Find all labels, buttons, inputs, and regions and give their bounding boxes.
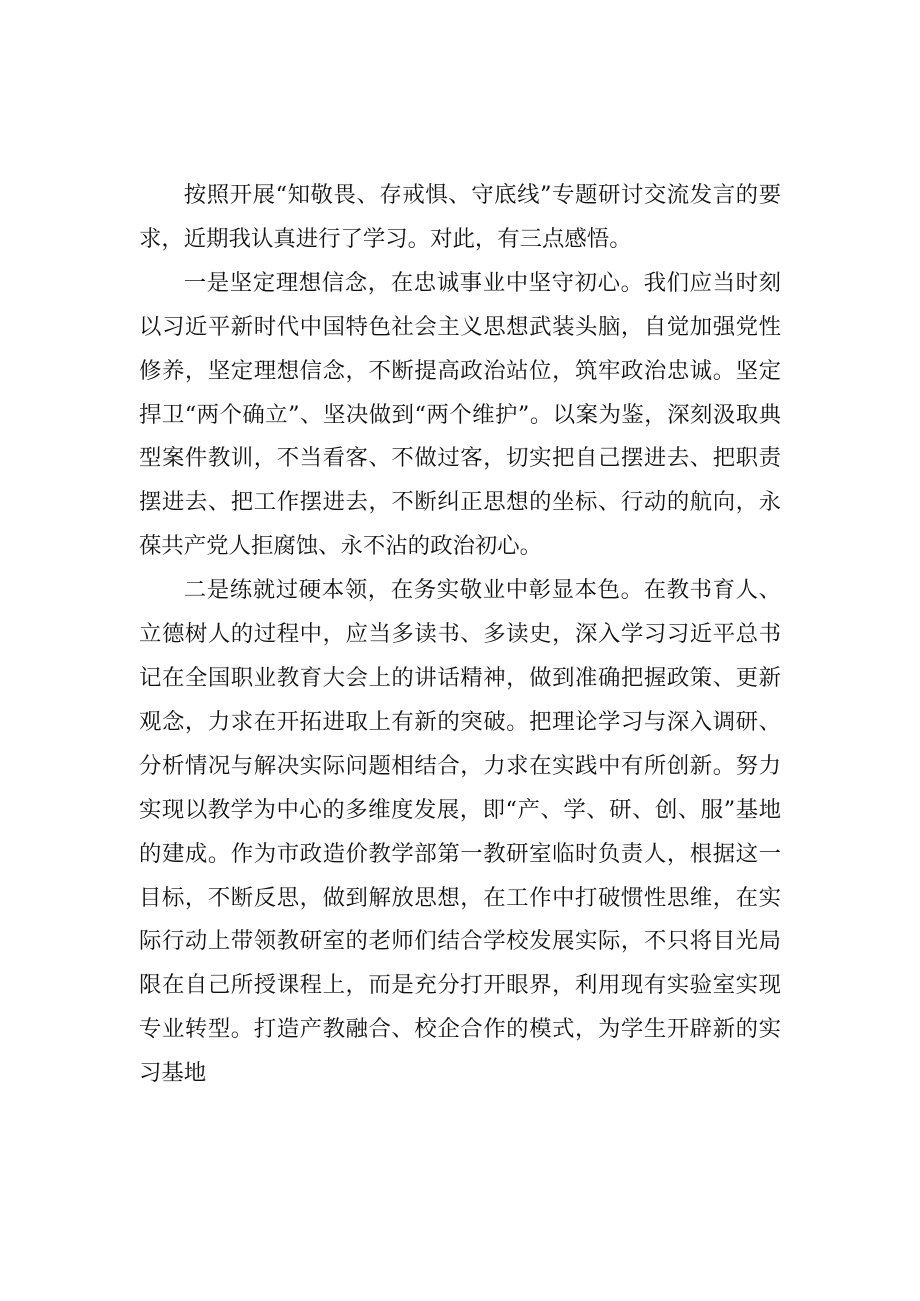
intro-paragraph: 按照开展“知敬畏、存戒惧、守底线”专题研讨交流发言的要求，近期我认真进行了学习。对此，有三点感悟。: [139, 182, 781, 252]
document-body: [139, 174, 781, 1096]
point-two-paragraph: 二是练就过硬本领，在务实敬业中彰显本色。在教书育人、立德树人的过程中，应当多读书、多读史，深入学习习近平总书记在全国职业教育大会上的讲话精神，做到准确把握政策、更新观念，力求在开拓进取上有新的突破。把理论学习与深入调研、分析情况与解决实际问题相结合，力求在实践中有所创新。努力实现以教学为中心的多维度发展，即“产、学、研、创、服”基地的建成。作为市政造价教学部第一教研室临时负责人，根据这一目标，不断反思，做到解放思想，在工作中打破惯性思维，在实际行动上带领教研室的老师们结合学校发展实际，不只将目光局限在自己所授课程上，而是充分打开眼界，利用现有实验室实现专业转型。打造产教融合、校企合作的模式，为学生开辟新的实习基地: [139, 577, 781, 1087]
point-one-paragraph: 一是坚定理想信念，在忠诚事业中坚守初心。我们应当时刻以习近平新时代中国特色社会主义思想武装头脑，自觉加强党性修养，坚定理想信念，不断提高政治站位，筑牢政治忠诚。坚定捍卫“两个确立”、坚决做到“两个维护”。以案为鉴，深刻汲取典型案件教训，不当看客、不做过客，切实把自己摆进去、把职责摆进去、把工作摆进去，不断纠正思想的坐标、行动的航向，永葆共产党人拒腐蚀、永不沾的政治初心。: [139, 269, 781, 560]
